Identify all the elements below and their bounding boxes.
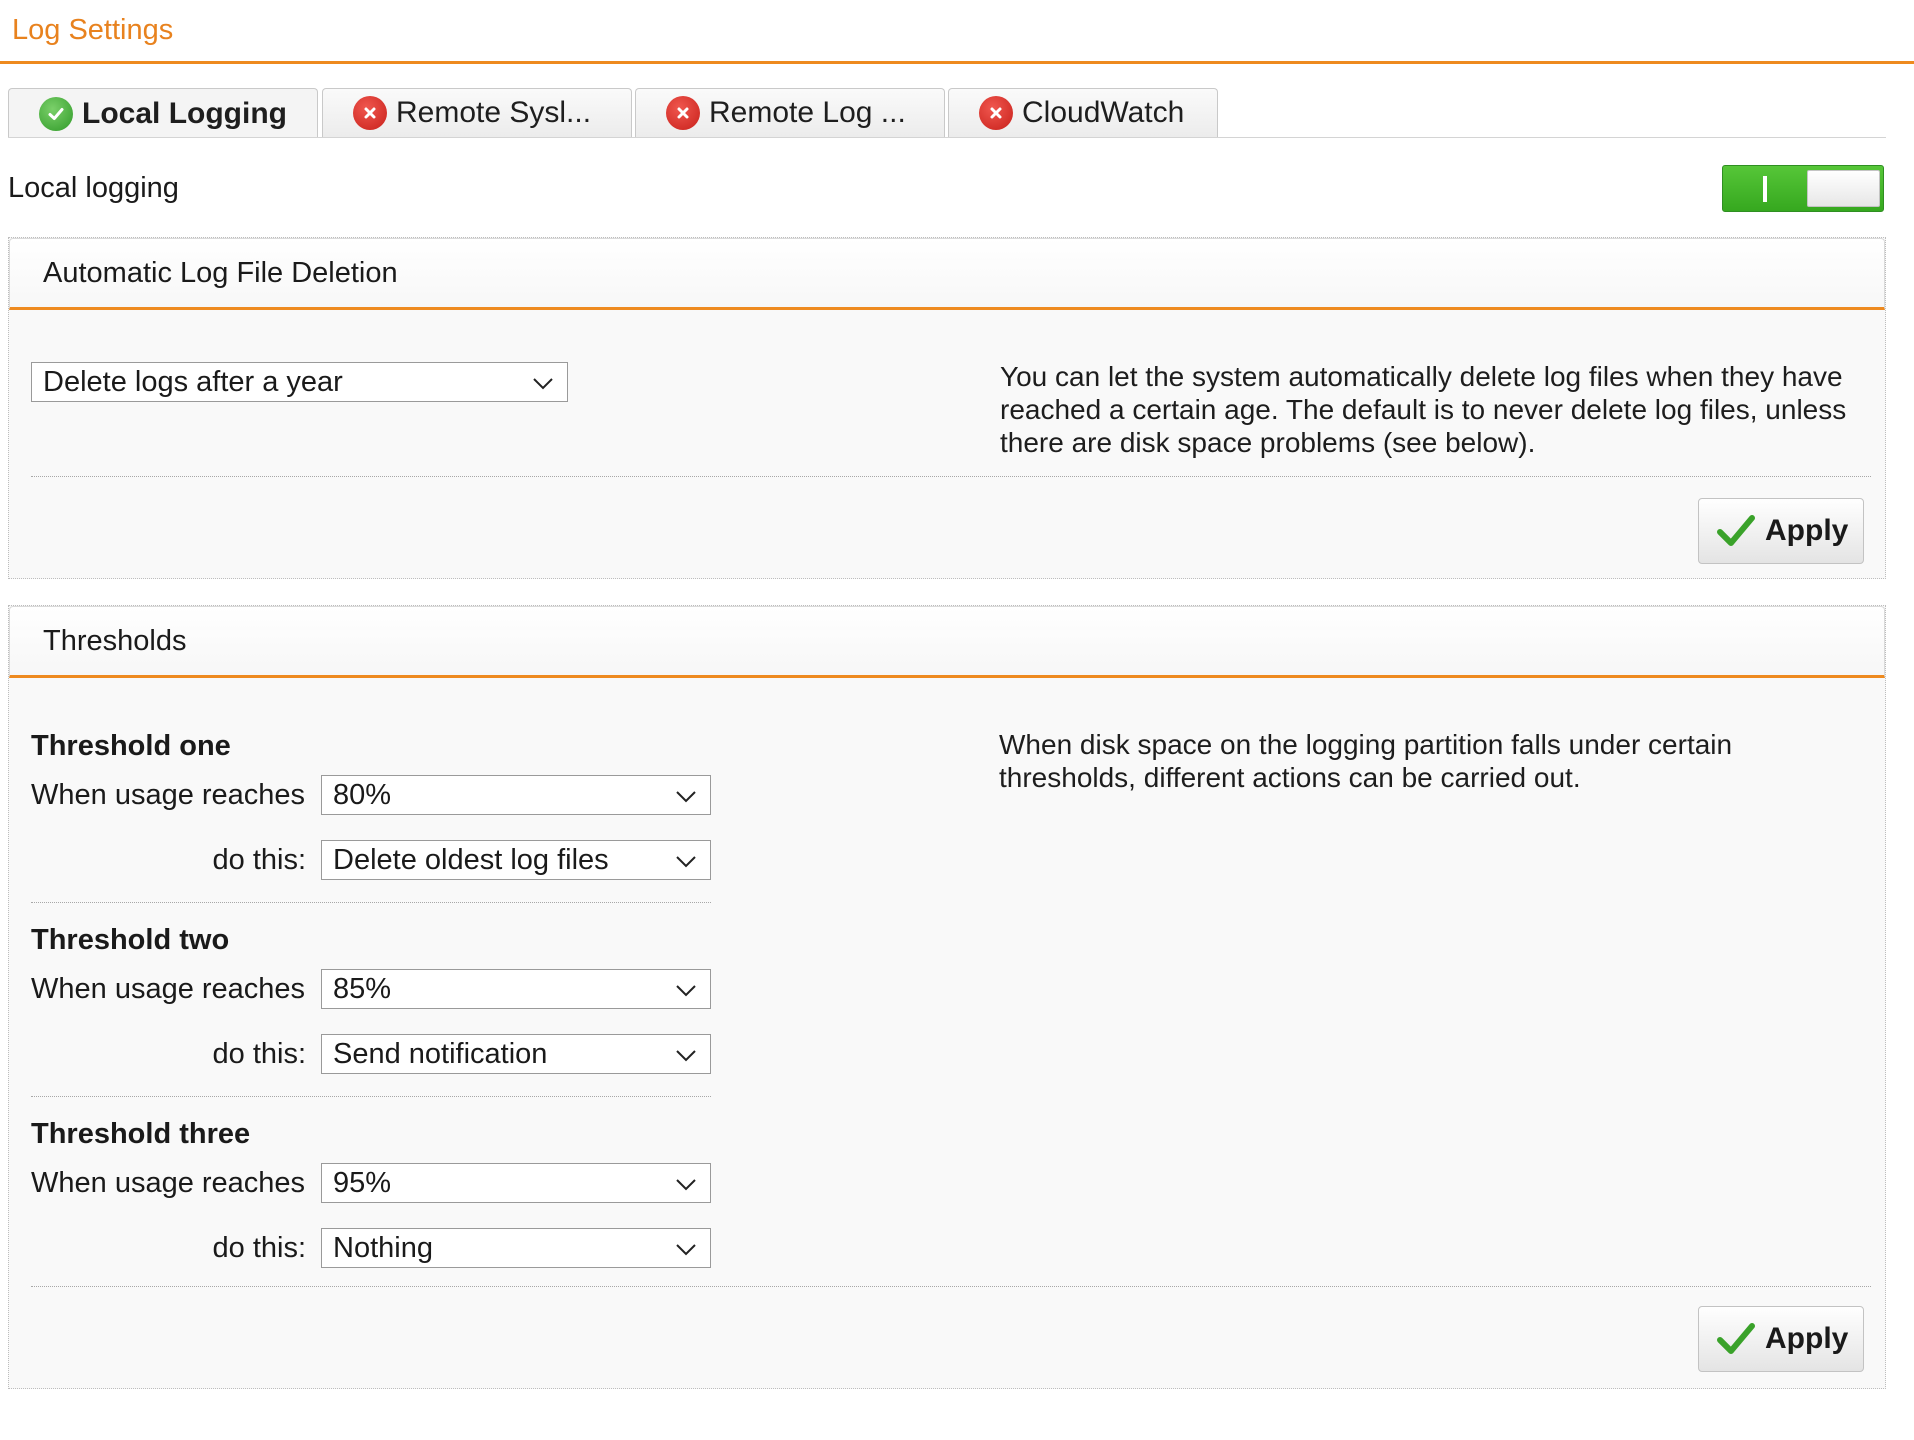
tab-remote-syslog[interactable]: [322, 88, 632, 137]
apply-label: Apply: [1765, 514, 1849, 547]
divider: [31, 476, 1871, 477]
action-label: do this:: [212, 1038, 306, 1070]
select-value: 80%: [333, 778, 392, 811]
chevron-down-icon: [674, 1043, 698, 1067]
threshold-two-title: Threshold two: [31, 924, 230, 956]
action-label: do this:: [212, 844, 306, 876]
threshold-three-title: Threshold three: [31, 1118, 251, 1150]
threshold-three-usage-select[interactable]: [321, 1163, 711, 1203]
usage-label: When usage reaches: [31, 1167, 306, 1199]
toggle-knob[interactable]: [1807, 170, 1880, 207]
title-divider: [0, 61, 1914, 64]
tab-label: Local Logging: [82, 96, 287, 130]
select-value: 85%: [333, 972, 392, 1005]
local-logging-label: Local logging: [8, 172, 179, 204]
deletion-panel-title: Automatic Log File Deletion: [43, 256, 398, 289]
tab-local-logging[interactable]: [8, 88, 318, 138]
error-circle-icon: [353, 96, 387, 130]
select-value: Delete logs after a year: [43, 365, 343, 398]
threshold-one-usage-select[interactable]: [321, 775, 711, 815]
check-icon: [1717, 514, 1755, 548]
usage-label: When usage reaches: [31, 973, 306, 1005]
usage-label: When usage reaches: [31, 779, 306, 811]
tab-label: Remote Log ...: [709, 96, 906, 129]
threshold-two-usage-select[interactable]: [321, 969, 711, 1009]
chevron-down-icon: [674, 1172, 698, 1196]
thresholds-panel: [8, 605, 1886, 1389]
apply-button[interactable]: [1698, 498, 1864, 564]
tab-bar-rule: [8, 137, 1886, 138]
select-value: Nothing: [333, 1231, 433, 1264]
check-circle-icon: [39, 97, 73, 131]
select-value: Delete oldest log files: [333, 843, 609, 876]
thresholds-panel-title: Thresholds: [43, 624, 187, 657]
threshold-one-action-select[interactable]: [321, 840, 711, 880]
tab-cloudwatch[interactable]: [948, 88, 1218, 137]
threshold-one-title: Threshold one: [31, 730, 231, 762]
deletion-period-select[interactable]: [31, 362, 568, 402]
apply-button[interactable]: [1698, 1306, 1864, 1372]
tab-bar: [8, 88, 1886, 138]
apply-label: Apply: [1765, 1322, 1849, 1355]
thresholds-description: When disk space on the logging partition falls under certain thresholds, different actions can be carried out.: [999, 729, 1733, 793]
chevron-down-icon: [674, 784, 698, 808]
page-title: Log Settings: [12, 14, 174, 46]
chevron-down-icon: [531, 371, 555, 395]
toggle-on-indicator: [1763, 176, 1767, 202]
threshold-two-action-select[interactable]: [321, 1034, 711, 1074]
chevron-down-icon: [674, 849, 698, 873]
error-circle-icon: [666, 96, 700, 130]
select-value: 95%: [333, 1166, 392, 1199]
check-icon: [1717, 1322, 1755, 1356]
error-circle-icon: [979, 96, 1013, 130]
tab-remote-log[interactable]: [635, 88, 945, 137]
divider: [31, 1286, 1871, 1287]
deletion-panel-header: [9, 238, 1885, 310]
chevron-down-icon: [674, 978, 698, 1002]
local-logging-toggle[interactable]: [1722, 165, 1884, 212]
action-label: do this:: [212, 1232, 306, 1264]
tab-label: CloudWatch: [1022, 96, 1185, 129]
tab-label: Remote Sysl...: [396, 96, 592, 129]
divider: [31, 1096, 711, 1097]
thresholds-panel-header: [9, 606, 1885, 678]
divider: [31, 902, 711, 903]
deletion-description: You can let the system automatically delete log files when they have reached a certain age. The default is to never delete log files, unless there are disk space problems (see below).: [1000, 361, 1847, 458]
deletion-panel: [8, 237, 1886, 579]
select-value: Send notification: [333, 1037, 548, 1070]
chevron-down-icon: [674, 1237, 698, 1261]
threshold-three-action-select[interactable]: [321, 1228, 711, 1268]
